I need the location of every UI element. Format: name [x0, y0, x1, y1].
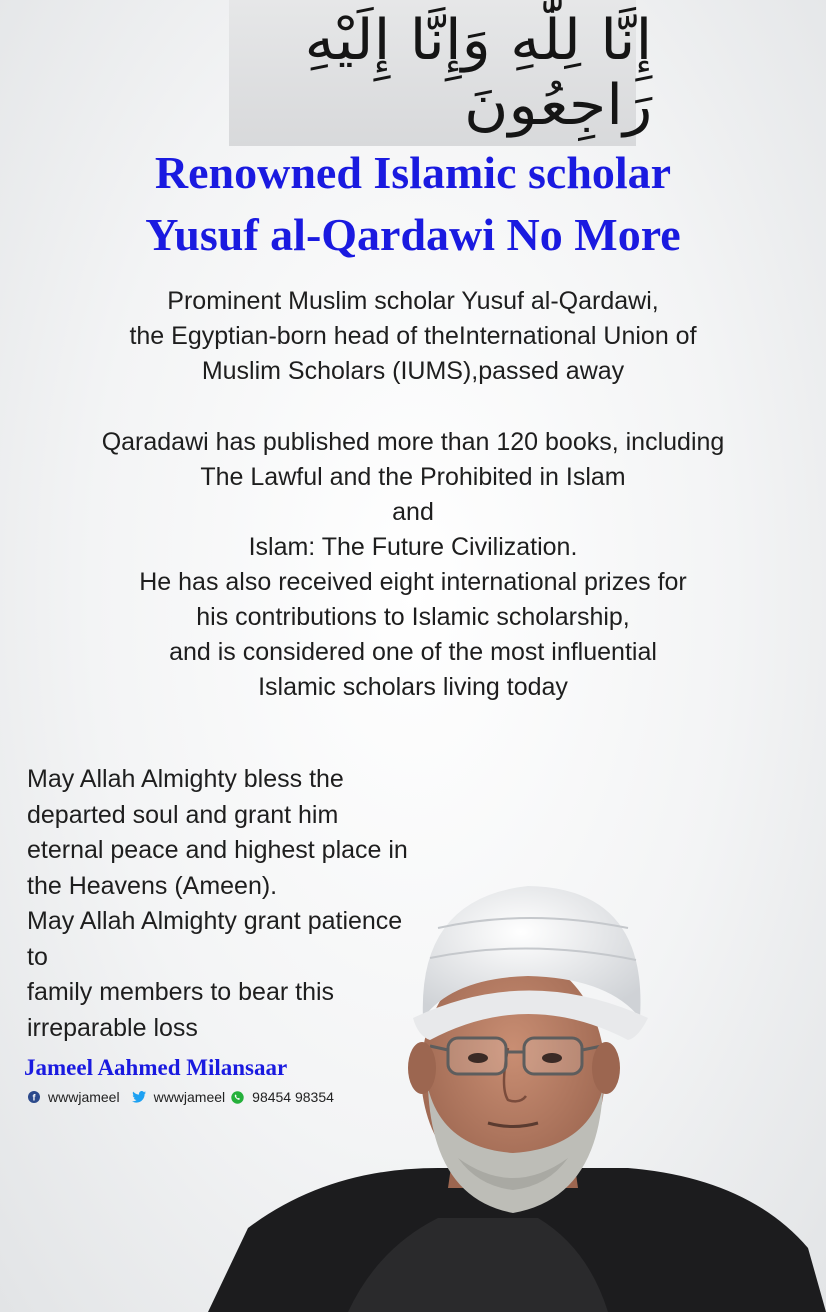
arabic-calligraphy: إِنَّا لِلَّٰهِ وَإِنَّا إِلَيْهِ رَاجِعُونَ [304, 8, 653, 138]
prayer-line: May Allah Almighty bless the [27, 765, 344, 793]
page-title-line-1: Renowned Islamic scholar [154, 147, 672, 198]
facebook-handle[interactable]: wwwjameel [48, 1089, 120, 1105]
bio-line: his contributions to Islamic scholarship, [196, 603, 630, 631]
prayer-line: departed soul and grant him [27, 800, 339, 829]
bio-line: He has also received eight international prizes for [139, 568, 687, 596]
intro-paragraph [0, 284, 826, 389]
whatsapp-icon [231, 1091, 244, 1104]
author-name: Jameel Aahmed Milansaar [24, 1055, 288, 1080]
intro-line: Muslim Scholars (IUMS),passed away [201, 357, 625, 385]
prayer-line: to [27, 942, 48, 971]
svg-text:f: f [32, 1092, 36, 1103]
whatsapp-number[interactable]: 98454 98354 [252, 1089, 334, 1105]
bio-line: and [392, 498, 434, 526]
page-title-line-2: Yusuf al-Qardawi No More [145, 209, 681, 260]
intro-line: Prominent Muslim scholar Yusuf al-Qardawi, [167, 287, 659, 315]
bio-line: Islamic scholars living today [258, 673, 568, 701]
prayer-line: the Heavens (Ameen). [27, 871, 278, 900]
prayer-line: May Allah Almighty grant patience [27, 907, 403, 935]
intro-line: the Egyptian-born head of theInternational Union of [129, 322, 697, 350]
bio-line: Qaradawi has published more than 120 books, including [101, 428, 725, 456]
bio-line: The Lawful and the Prohibited in Islam [200, 463, 626, 491]
twitter-handle[interactable]: wwwjameel [153, 1089, 226, 1105]
prayer-line: family members to bear this [27, 978, 335, 1006]
calligraphy-banner [229, 0, 653, 146]
bio-line: and is considered one of the most influential [169, 638, 657, 666]
twitter-icon [132, 1091, 146, 1103]
bio-paragraph [0, 425, 826, 705]
contact-row [28, 1089, 334, 1105]
bio-line: Islam: The Future Civilization. [248, 533, 578, 561]
facebook-icon [28, 1091, 40, 1103]
prayer-line: eternal peace and highest place in [27, 836, 408, 864]
prayer-line: irreparable loss [27, 1013, 198, 1042]
